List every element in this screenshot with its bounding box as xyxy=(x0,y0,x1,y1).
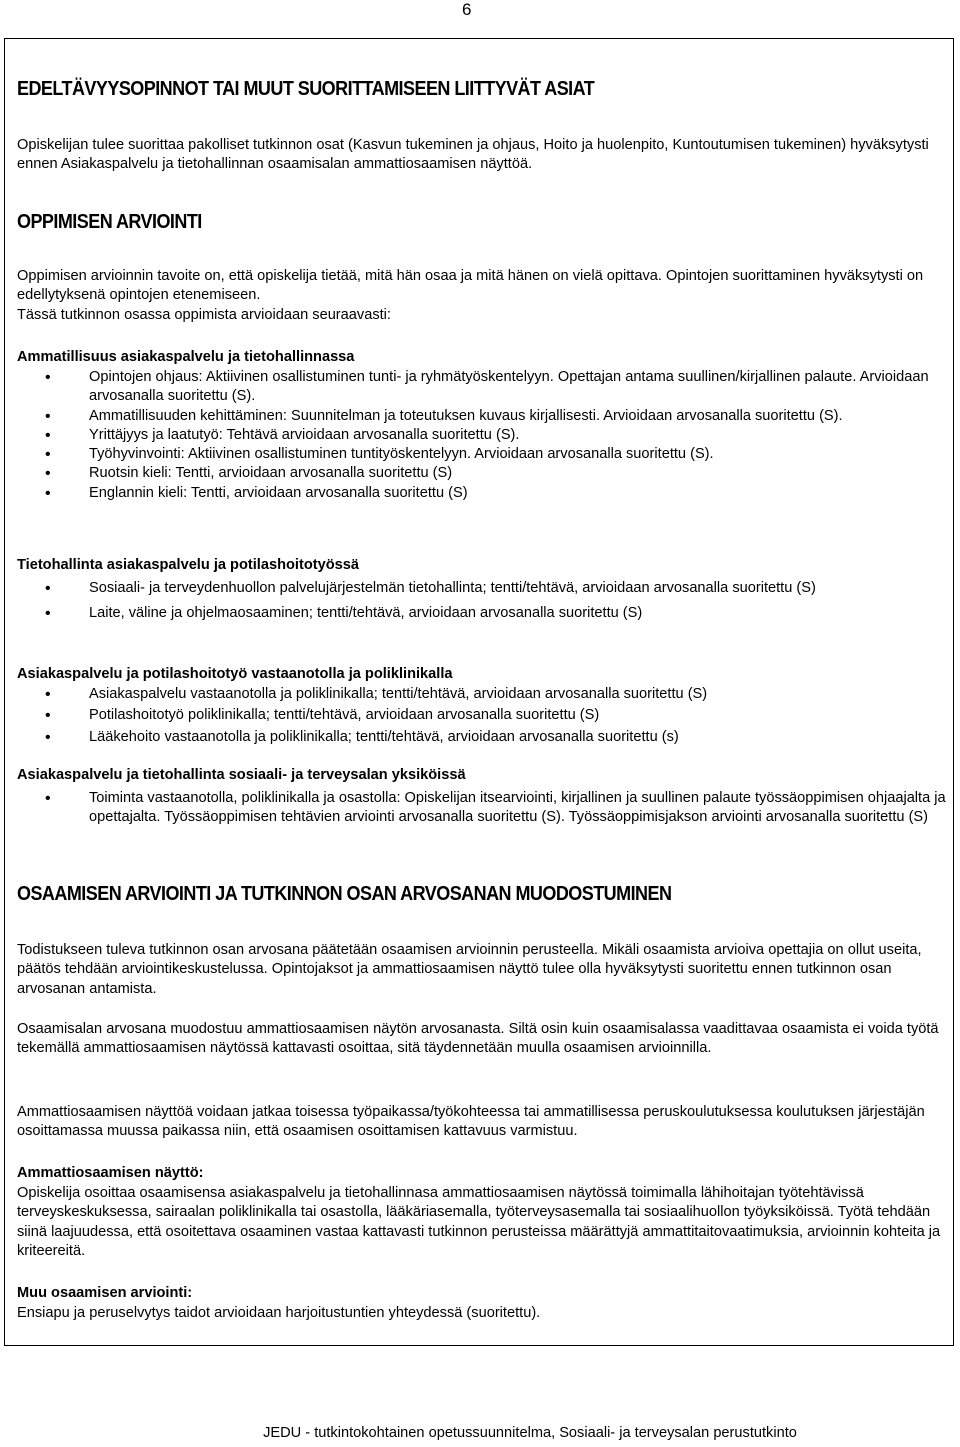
page-number: 6 xyxy=(462,0,472,19)
section-heading-competence-assessment: OSAAMISEN ARVIOINTI JA TUTKINNON OSAN ARVOSANAN MUODOSTUMINEN xyxy=(17,883,672,905)
list-item: • Sosiaali- ja terveydenhuollon palvelujärjestelmän tietohallinta; tentti/tehtävä, arvioidaan arvosanalla suoritettu (S) xyxy=(17,579,816,598)
assessment-list xyxy=(17,579,816,624)
competence-paragraph: Ammattiosaamisen näyttöä voidaan jatkaa toisessa työpaikassa/työkohteessa tai ammatillisessa peruskoulutuksessa koulutuksen järjestäjän osoittamassa muussa paikassa niin, että osaamisen osoittamisen kattavuus varmistuu. xyxy=(17,1104,925,1140)
naytto-text: Opiskelija osoittaa osaamisensa asiakaspalvelu ja tietohallinnasa ammattiosaamisen näytössä toimimalla lähihoitajan työtehtävissä terveyskeskuksessa, sairaalan poliklinikalla tai osastolla, lääkäriasemalla, työterveysasemalla tai sosiaalihuollon työyksiköissä. Työtä tehdään siinä laajuudessa, että osoitettava osaaminen vastaa kattavasti tutkinnon perusteissa määrättyjä ammattitaitovaatimuksia, arvioinnin kohteita ja kriteereitä. xyxy=(17,1185,941,1259)
list-item: • Laite, väline ja ohjelmaosaaminen; tentti/tehtävä, arvioidaan arvosanalla suoritettu (S) xyxy=(17,604,816,623)
list-item: • Ammatillisuuden kehittäminen: Suunnitelman ja toteutuksen kuvaus kirjallisesti. Arvioidaan arvosanalla suoritettu (S). xyxy=(17,407,951,426)
page-footer: JEDU - tutkintokohtainen opetussuunnitelma, Sosiaali- ja terveysalan perustutkinto xyxy=(263,1425,797,1441)
section-heading-prerequisites: EDELTÄVYYSOPINNOT TAI MUUT SUORITTAMISEEN LIITTYVÄT ASIAT xyxy=(17,78,595,100)
list-item: • Työhyvinvointi: Aktiivinen osallistuminen tuntityöskentelyyn. Arvioidaan arvosanalla suoritettu (S). xyxy=(17,445,951,464)
assessment-list xyxy=(17,789,951,828)
list-item: • Opintojen ohjaus: Aktiivinen osallistuminen tunti- ja ryhmätyöskentelyyn. Opettajan antama suullinen/kirjallinen palaute. Arvioidaan arvosanalla suoritettu (S). xyxy=(17,368,951,407)
list-item: • Ruotsin kieli: Tentti, arvioidaan arvosanalla suoritettu (S) xyxy=(17,464,951,483)
prerequisites-paragraph: Opiskelijan tulee suorittaa pakolliset tutkinnon osat (Kasvun tukeminen ja ohjaus, Hoito ja huolenpito, Kuntoutumisen tukeminen) hyväksytysti ennen Asiakaspalvelu ja tietohallinnan osaamisalan ammattiosaamisen näyttöä. xyxy=(17,137,929,173)
group-title: Ammatillisuus asiakaspalvelu ja tietohallinnassa xyxy=(17,349,355,365)
competence-paragraph: Todistukseen tuleva tutkinnon osan arvosana päätetään osaamisen arvioinnin perusteella. Mikäli osaamista arvioiva opettajia on ollut useita, päätös tehdään arviointikeskustelussa. Opintojaksot ja ammattiosaamisen näyttö tulee olla hyväksytysti suoritettu ennen tutkinnon osan arvosanan antamista. xyxy=(17,942,922,997)
list-item: • Lääkehoito vastaanotolla ja poliklinikalla; tentti/tehtävä, arvioidaan arvosanalla suoritettu (s) xyxy=(17,728,707,747)
learning-assessment-intro: Oppimisen arvioinnin tavoite on, että opiskelija tietää, mitä hän osaa ja mitä hänen on vielä opittava. Opintojen suorittaminen hyväksytysti on edellytyksenä opintojen etenemiseen. xyxy=(17,268,924,304)
assessment-list xyxy=(17,368,951,503)
list-item: • Englannin kieli: Tentti, arvioidaan arvosanalla suoritettu (S) xyxy=(17,484,951,503)
section-heading-learning-assessment: OPPIMISEN ARVIOINTI xyxy=(17,211,202,233)
page-frame xyxy=(4,38,954,1346)
learning-assessment-intro2: Tässä tutkinnon osassa oppimista arvioidaan seuraavasti: xyxy=(17,307,391,323)
naytto-title: Ammattiosaamisen näyttö: xyxy=(17,1165,204,1181)
group-title: Asiakaspalvelu ja tietohallinta sosiaali- ja terveysalan yksiköissä xyxy=(17,767,466,783)
list-item: • Asiakaspalvelu vastaanotolla ja poliklinikalla; tentti/tehtävä, arvioidaan arvosanalla suoritettu (S) xyxy=(17,685,707,704)
other-assessment-title: Muu osaamisen arviointi: xyxy=(17,1285,193,1301)
list-item: • Yrittäjyys ja laatutyö: Tehtävä arvioidaan arvosanalla suoritettu (S). xyxy=(17,426,951,445)
competence-paragraph: Osaamisalan arvosana muodostuu ammattiosaamisen näytön arvosanasta. Siltä osin kuin osaamisalassa vaadittavaa osaamista ei voida työtä tekemällä ammattiosaamisen näytössä kattavasti osoittaa, sitä täydennetään muulla osaamisen arvioinnilla. xyxy=(17,1021,939,1057)
other-assessment-text: Ensiapu ja peruselvytys taidot arvioidaan harjoitustuntien yhteydessä (suoritettu). xyxy=(17,1305,541,1321)
list-item: • Toiminta vastaanotolla, poliklinikalla ja osastolla: Opiskelijan itsearviointi, kirjallinen ja suullinen palaute työssäoppimisen ohjaajalta ja opettajalta. Työssäoppimisen tehtävien arviointi arvosanalla suoritettu (S). Työssäoppimisjakson arviointi arvosanalla suoritettu (S) xyxy=(17,789,951,828)
list-item: • Potilashoitotyö poliklinikalla; tentti/tehtävä, arvioidaan arvosanalla suoritettu (S) xyxy=(17,706,707,725)
group-title: Tietohallinta asiakaspalvelu ja potilashoitotyössä xyxy=(17,557,359,573)
group-title: Asiakaspalvelu ja potilashoitotyö vastaanotolla ja poliklinikalla xyxy=(17,666,453,682)
assessment-list xyxy=(17,685,707,747)
